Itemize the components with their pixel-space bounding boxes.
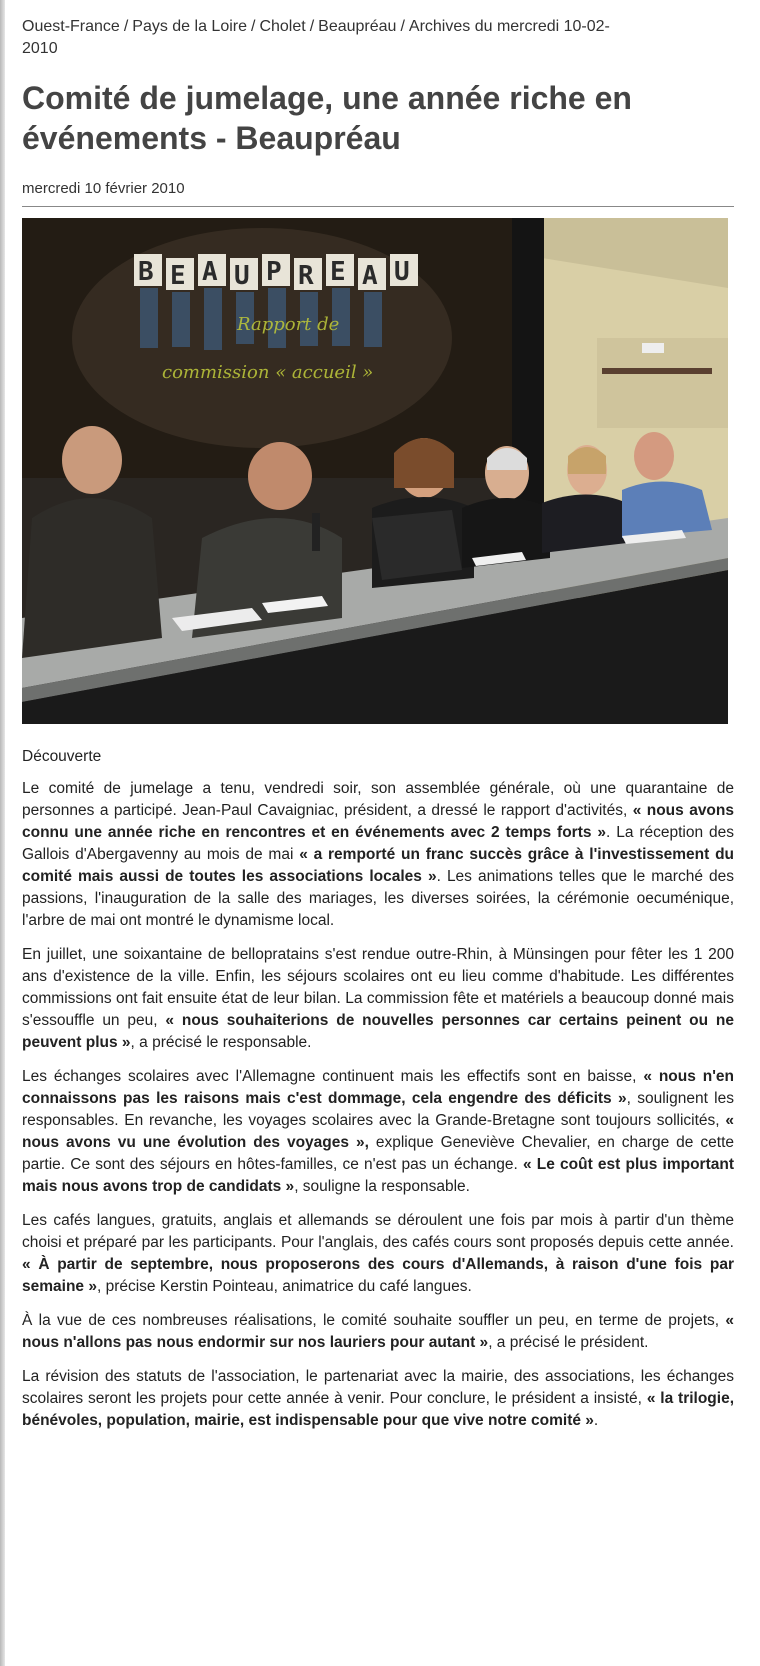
article-paragraph (22, 944, 734, 1054)
svg-text:E: E (170, 261, 186, 291)
quote-bold: « À partir de septembre, nous proposerons des cours d'Allemands, à raison d'une fois par semaine » (22, 1256, 734, 1295)
breadcrumb-separator: / (123, 18, 129, 35)
svg-text:E: E (330, 257, 346, 287)
paragraph-text: , soulignent les responsables. En revanche, les voyages scolaires avec la Grande-Bretagne sont toujours sollicités, (22, 1090, 734, 1129)
article-date: mercredi 10 février 2010 (22, 180, 734, 207)
article-body (22, 746, 734, 1432)
article-paragraphs (22, 778, 734, 1432)
paragraph-text: , précise Kerstin Pointeau, animatrice du café langues. (96, 1278, 472, 1295)
svg-text:B: B (138, 257, 154, 287)
quote-bold: « nous avons connu une année riche en rencontres et en événements avec 2 temps forts » (22, 802, 734, 841)
paragraph-text: explique Geneviève Chevalier, en charge de cette partie. Ce sont des séjours en hôtes-familles, ce n'est pas un échange. (22, 1134, 734, 1173)
breadcrumb-separator: / (309, 18, 315, 35)
paragraph-text: Les échanges scolaires avec l'Allemagne continuent mais les effectifs sont en baisse, (22, 1068, 644, 1085)
breadcrumb-item-archives[interactable]: Archives du mercredi 10-02-2010 (22, 18, 610, 57)
page-left-border (0, 0, 5, 1666)
quote-bold: « nous souhaiterions de nouvelles personnes car certains peinent ou ne peuvent plus » (22, 1012, 734, 1051)
breadcrumb-item-cholet[interactable]: Cholet (259, 18, 306, 35)
svg-text:commission « accueil »: commission « accueil » (162, 362, 374, 383)
paragraph-text: . (593, 1412, 599, 1429)
article-paragraph (22, 1210, 734, 1298)
article-title: Comité de jumelage, une année riche en événements - Beaupréau (22, 80, 632, 156)
svg-text:U: U (234, 261, 250, 291)
breadcrumb-separator: / (251, 18, 256, 35)
paragraph-text: , a précisé le président. (488, 1334, 649, 1351)
quote-bold: « nous n'en connaissons pas les raisons mais c'est dommage, cela engendre des déficits » (22, 1068, 735, 1107)
quote-bold: « Le coût est plus important mais nous avons trop de candidats » (22, 1156, 734, 1195)
paragraph-text: Le comité de jumelage a tenu, vendredi soir, son assemblée générale, où une quarantaine de personnes a participé. Jean-Paul Cavaigniac, président, a dressé le rapport d'activités, (22, 780, 734, 819)
paragraph-text: , souligne la responsable. (294, 1178, 470, 1195)
svg-text:A: A (362, 261, 378, 291)
article-kicker: Découverte (22, 748, 102, 765)
article-paragraph (22, 1366, 734, 1432)
svg-text:Rapport de: Rapport de (237, 314, 340, 335)
breadcrumb (22, 16, 642, 60)
svg-text:P: P (266, 257, 282, 287)
svg-text:A: A (202, 257, 218, 287)
article-photo (22, 218, 728, 724)
paragraph-text: En juillet, une soixantaine de bellopratains s'est rendue outre-Rhin, à Münsingen pour fêter les 1 200 ans d'existence de la ville. Enfin, les séjours scolaires ont eu lieu comme d'habitude. Les différentes commissions ont fait ensuite état de leur bilan. La commission fête et matériels a beaucoup donné mais s'essouffle un peu, (22, 946, 734, 1029)
paragraph-text: . Les animations telles que le marché des passions, l'inauguration de la salle des mariages, les diverses soirées, la cérémonie oecuménique, l'arbre de mai ont montré le dynamisme local. (22, 868, 734, 929)
quote-bold: « nous n'allons pas nous endormir sur nos lauriers pour autant » (22, 1312, 734, 1351)
quote-bold: « a remporté un franc succès grâce à l'investissement du comité mais aussi de toutes les associations locales » (22, 846, 735, 885)
svg-text:R: R (298, 261, 314, 291)
paragraph-text: La révision des statuts de l'association, le partenariat avec la mairie, des associations, les échanges scolaires seront les projets pour cette année à venir. Pour conclure, le président a insisté, (22, 1368, 734, 1407)
breadcrumb-item-ouest-france[interactable]: Ouest-France (22, 18, 120, 35)
breadcrumb-item-pays-de-la-loire[interactable]: Pays de la Loire (132, 18, 247, 35)
breadcrumb-separator: / (400, 18, 405, 35)
paragraph-text: , a précisé le responsable. (130, 1034, 312, 1051)
article-paragraph (22, 778, 734, 932)
article-page (22, 16, 734, 1444)
svg-text:U: U (394, 257, 410, 287)
paragraph-text: . La réception des Gallois d'Abergavenny au mois de mai (22, 824, 734, 863)
breadcrumb-item-beaupreau[interactable]: Beaupréau (318, 18, 397, 35)
quote-bold: « nous avons vu une évolution des voyages », (22, 1112, 734, 1151)
article-paragraph (22, 1310, 734, 1354)
article-paragraph (22, 1066, 734, 1198)
paragraph-text: Les cafés langues, gratuits, anglais et allemands se déroulent une fois par mois à partir d'un thème choisi et préparé par les participants. Pour l'anglais, des cafés cours sont proposés depuis cette année. (22, 1212, 734, 1251)
paragraph-text: À la vue de ces nombreuses réalisations, le comité souhaite souffler un peu, en terme de projets, (22, 1312, 726, 1329)
quote-bold: « la trilogie, bénévoles, population, mairie, est indispensable pour que vive notre comité » (22, 1390, 735, 1429)
